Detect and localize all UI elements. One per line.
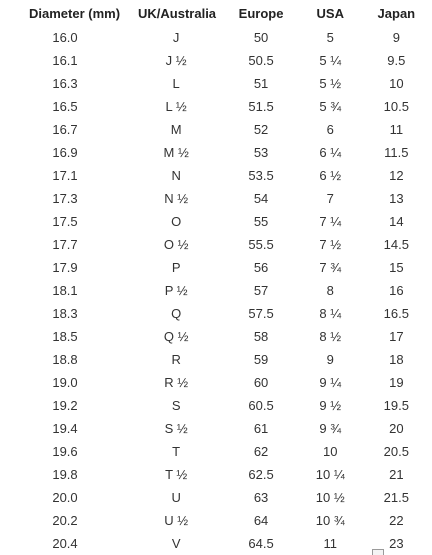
cell-diameter: 20.0 xyxy=(52,490,78,505)
table-row xyxy=(0,417,432,440)
cell-europe: 50 xyxy=(253,30,269,45)
table-row xyxy=(0,95,432,118)
cell-usa: 5 ¾ xyxy=(319,99,342,114)
cell-europe: 53 xyxy=(253,145,269,160)
cell-europe: 62.5 xyxy=(248,467,274,482)
table-row xyxy=(0,302,432,325)
table-row xyxy=(0,187,432,210)
cell-europe: 52 xyxy=(253,122,269,137)
cell-uk-australia: U xyxy=(171,490,181,505)
header-row xyxy=(0,0,432,26)
cell-europe: 61 xyxy=(253,421,269,436)
cell-japan: 16 xyxy=(389,283,404,298)
cell-japan: 11 xyxy=(389,122,404,137)
cell-uk-australia: U ½ xyxy=(164,513,189,528)
cell-japan: 11.5 xyxy=(384,145,409,160)
cell-europe: 51.5 xyxy=(248,99,274,114)
cell-uk-australia: T xyxy=(172,444,181,459)
table-row xyxy=(0,279,432,302)
cell-europe: 57 xyxy=(253,283,269,298)
cell-europe: 60.5 xyxy=(248,398,274,413)
cell-usa: 7 xyxy=(326,191,334,206)
cell-diameter: 16.7 xyxy=(52,122,78,137)
cell-japan: 17 xyxy=(389,329,404,344)
cell-diameter: 19.2 xyxy=(52,398,78,413)
cell-uk-australia: S ½ xyxy=(164,421,188,436)
cell-uk-australia: R xyxy=(171,352,181,367)
cell-europe: 54 xyxy=(253,191,269,206)
cell-europe: 55 xyxy=(253,214,269,229)
cell-usa: 10 xyxy=(323,444,338,459)
cell-uk-australia: R ½ xyxy=(164,375,189,390)
table-row xyxy=(0,394,432,417)
header-europe: Europe xyxy=(238,5,284,21)
cell-japan: 9 xyxy=(392,30,400,45)
table-row xyxy=(0,164,432,187)
cell-japan: 16.5 xyxy=(383,306,409,321)
header-uk-australia: UK/Australia xyxy=(138,5,217,21)
cell-uk-australia: P ½ xyxy=(164,283,188,298)
cell-uk-australia: M xyxy=(170,122,182,137)
cell-diameter: 16.3 xyxy=(52,76,78,91)
cell-europe: 53.5 xyxy=(248,168,274,183)
cell-uk-australia: L ½ xyxy=(165,99,187,114)
cell-japan: 10 xyxy=(389,76,404,91)
cell-europe: 60 xyxy=(253,375,269,390)
scrollbar-corner[interactable] xyxy=(372,549,384,555)
cell-europe: 56 xyxy=(253,260,269,275)
table-row xyxy=(0,463,432,486)
cell-japan: 21.5 xyxy=(383,490,409,505)
cell-europe: 64 xyxy=(253,513,269,528)
cell-uk-australia: S xyxy=(171,398,181,413)
table-row xyxy=(0,72,432,95)
cell-usa: 8 ½ xyxy=(319,329,342,344)
cell-europe: 64.5 xyxy=(248,536,274,551)
cell-japan: 21 xyxy=(389,467,404,482)
cell-europe: 57.5 xyxy=(248,306,274,321)
cell-diameter: 17.7 xyxy=(52,237,78,252)
cell-usa: 6 xyxy=(326,122,334,137)
cell-uk-australia: T ½ xyxy=(165,467,188,482)
cell-usa: 9 ¾ xyxy=(319,421,342,436)
cell-diameter: 18.5 xyxy=(52,329,78,344)
table-row xyxy=(0,371,432,394)
cell-japan: 20 xyxy=(389,421,404,436)
cell-usa: 5 xyxy=(326,30,334,45)
table-row xyxy=(0,348,432,371)
cell-europe: 55.5 xyxy=(248,237,274,252)
cell-uk-australia: M ½ xyxy=(163,145,189,160)
cell-usa: 7 ¼ xyxy=(319,214,342,229)
cell-diameter: 18.1 xyxy=(52,283,78,298)
table-row xyxy=(0,141,432,164)
cell-usa: 5 ½ xyxy=(319,76,342,91)
table-row xyxy=(0,118,432,141)
cell-japan: 18 xyxy=(389,352,404,367)
table-row xyxy=(0,26,432,49)
cell-usa: 10 ¼ xyxy=(315,467,345,482)
cell-usa: 7 ¾ xyxy=(319,260,342,275)
cell-europe: 50.5 xyxy=(248,53,274,68)
cell-diameter: 17.5 xyxy=(52,214,78,229)
cell-usa: 11 xyxy=(323,536,338,551)
cell-uk-australia: Q xyxy=(171,306,182,321)
cell-japan: 14.5 xyxy=(383,237,409,252)
table-row xyxy=(0,486,432,509)
cell-diameter: 19.8 xyxy=(52,467,78,482)
table-row xyxy=(0,325,432,348)
cell-europe: 59 xyxy=(253,352,269,367)
cell-usa: 10 ¾ xyxy=(315,513,345,528)
cell-japan: 23 xyxy=(389,536,404,551)
cell-japan: 20.5 xyxy=(383,444,409,459)
table-body xyxy=(0,26,432,555)
table-row xyxy=(0,233,432,256)
cell-uk-australia: J xyxy=(172,30,180,45)
cell-usa: 6 ¼ xyxy=(319,145,342,160)
cell-diameter: 19.0 xyxy=(52,375,78,390)
cell-diameter: 16.9 xyxy=(52,145,78,160)
cell-uk-australia: N ½ xyxy=(164,191,189,206)
cell-europe: 63 xyxy=(253,490,269,505)
cell-uk-australia: O xyxy=(171,214,182,229)
cell-diameter: 20.4 xyxy=(52,536,78,551)
cell-uk-australia: V xyxy=(171,536,181,551)
cell-uk-australia: O ½ xyxy=(163,237,189,252)
cell-usa: 5 ¼ xyxy=(319,53,342,68)
header-japan: Japan xyxy=(377,5,416,21)
cell-usa: 9 xyxy=(326,352,334,367)
cell-japan: 12 xyxy=(389,168,404,183)
cell-diameter: 17.1 xyxy=(52,168,78,183)
table-row xyxy=(0,509,432,532)
cell-europe: 62 xyxy=(253,444,269,459)
cell-japan: 14 xyxy=(389,214,404,229)
cell-usa: 6 ½ xyxy=(319,168,342,183)
cell-uk-australia: N xyxy=(171,168,181,183)
cell-uk-australia: L xyxy=(172,76,180,91)
cell-diameter: 18.8 xyxy=(52,352,78,367)
table-row xyxy=(0,256,432,279)
cell-usa: 10 ½ xyxy=(315,490,345,505)
cell-europe: 58 xyxy=(253,329,269,344)
table-row xyxy=(0,210,432,233)
cell-uk-australia: Q ½ xyxy=(163,329,189,344)
cell-diameter: 17.3 xyxy=(52,191,78,206)
cell-diameter: 19.4 xyxy=(52,421,78,436)
cell-usa: 8 xyxy=(326,283,334,298)
cell-usa: 9 ½ xyxy=(319,398,342,413)
cell-japan: 15 xyxy=(389,260,404,275)
cell-japan: 13 xyxy=(389,191,404,206)
cell-uk-australia: J ½ xyxy=(165,53,187,68)
table-row xyxy=(0,532,432,555)
header-diameter: Diameter (mm) xyxy=(29,5,121,21)
cell-diameter: 16.0 xyxy=(52,30,78,45)
table-row xyxy=(0,49,432,72)
cell-diameter: 16.1 xyxy=(52,53,78,68)
cell-japan: 19.5 xyxy=(383,398,409,413)
cell-diameter: 16.5 xyxy=(52,99,78,114)
cell-diameter: 19.6 xyxy=(52,444,78,459)
cell-usa: 8 ¼ xyxy=(319,306,342,321)
header-usa: USA xyxy=(316,5,344,21)
cell-japan: 10.5 xyxy=(383,99,409,114)
cell-usa: 7 ½ xyxy=(319,237,342,252)
cell-usa: 9 ¼ xyxy=(319,375,342,390)
cell-japan: 22 xyxy=(389,513,404,528)
table-row xyxy=(0,440,432,463)
cell-europe: 51 xyxy=(253,76,269,91)
cell-diameter: 17.9 xyxy=(52,260,78,275)
cell-diameter: 18.3 xyxy=(52,306,78,321)
cell-uk-australia: P xyxy=(171,260,181,275)
cell-japan: 9.5 xyxy=(387,53,406,68)
cell-japan: 19 xyxy=(389,375,404,390)
table-header xyxy=(0,0,432,26)
cell-diameter: 20.2 xyxy=(52,513,78,528)
